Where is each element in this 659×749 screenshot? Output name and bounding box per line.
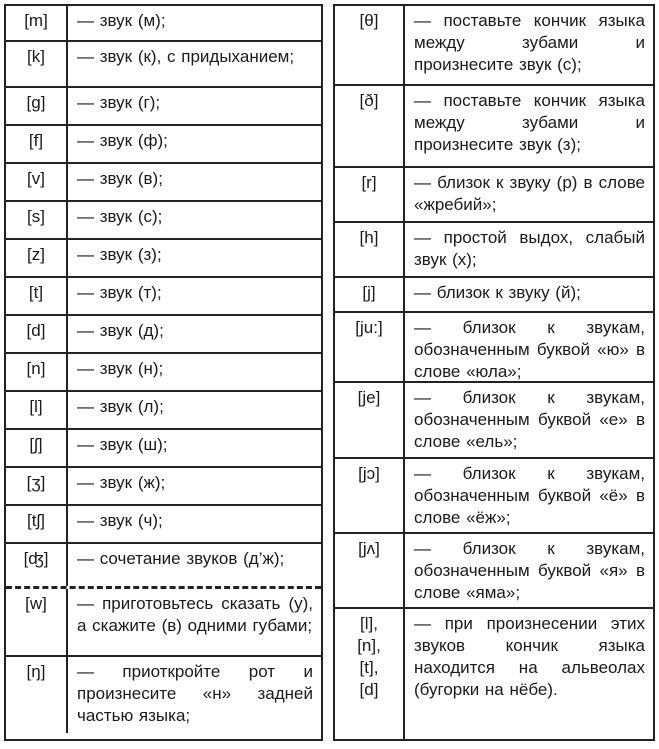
phoneme-symbol: [k] [6,42,68,86]
phoneme-row [6,6,321,42]
phoneme-description: — простой выдох, слабый звук (х); [414,228,645,269]
phoneme-symbol: [tʃ] [6,506,68,542]
phoneme-row [6,589,321,657]
phoneme-description: — звук (г); [77,93,161,112]
phoneme-description: — звук (в); [77,169,163,188]
phoneme-description: — при произнесении этих звуков кончик языка находится на альвеолах (бугорки на нёбе). [414,614,645,699]
phoneme-description: — поставьте кончик языка между зубами и произнесите звук (с); [414,11,645,74]
left-column-table [4,4,323,741]
phoneme-description: — сочетание звуков (д’ж); [77,549,285,568]
phoneme-symbol: [ŋ] [6,657,68,733]
phoneme-symbol: [n] [6,354,68,390]
phoneme-description: — звук (ж); [77,473,166,492]
phoneme-description: — приоткройте рот и произнесите «н» задней частью языка; [77,662,313,725]
phoneme-row [335,6,653,86]
phoneme-symbol: [je] [335,383,405,457]
phoneme-symbol: [ʃ] [6,430,68,466]
phoneme-description: — близок к звуку (р) в слове «жребий»; [414,173,645,214]
phoneme-row [335,534,653,609]
phoneme-symbol: [ð] [335,86,405,166]
phoneme-row [335,459,653,534]
phoneme-row [335,168,653,223]
phoneme-symbol: [ʒ] [6,468,68,504]
phoneme-symbol: [jʌ] [335,534,405,607]
phoneme-row [6,126,321,164]
phoneme-row [6,278,321,316]
phoneme-symbol: [m] [6,6,68,40]
phoneme-row [335,383,653,459]
phoneme-description: — звук (ш); [77,435,168,454]
phoneme-row [6,354,321,392]
phoneme-symbol: [jɔ] [335,459,405,532]
phoneme-description: — поставьте кончик языка между зубами и произнесите звук (з); [414,91,645,154]
phoneme-row [335,313,653,383]
phoneme-row [6,88,321,126]
phoneme-symbol: [f] [6,126,68,162]
phoneme-row [335,223,653,278]
phoneme-row [335,278,653,313]
phoneme-symbol: [θ] [335,6,405,84]
phoneme-description: — близок к звукам, обозначенным буквой «я» в слове «яма»; [414,539,645,602]
phoneme-description: — близок к звукам, обозначенным буквой «ё» в слове «ёж»; [414,464,645,527]
phoneme-symbol: [t] [6,278,68,314]
phoneme-row [6,164,321,202]
phoneme-symbol: [h] [335,223,405,276]
phoneme-row [6,657,321,733]
phoneme-symbol: [d] [6,316,68,352]
phoneme-description: — приготовьтесь сказать (у), а скажите (в) одними губами; [77,594,313,635]
phoneme-symbol: [w] [6,589,68,655]
phoneme-description: — звук (с); [77,207,163,226]
phoneme-row [6,506,321,544]
phoneme-symbol: [j] [335,278,405,311]
phoneme-symbol: [v] [6,164,68,200]
phoneme-description: — звук (ч); [77,511,163,530]
phoneme-symbol: [l] [6,392,68,428]
phoneme-description: — близок к звуку (й); [414,283,581,302]
phoneme-description: — звук (д); [77,321,164,340]
phoneme-row [6,316,321,354]
phoneme-description: — звук (т); [77,283,162,302]
phoneme-row [335,86,653,168]
phoneme-description: — звук (н); [77,359,164,378]
phoneme-symbol: [g] [6,88,68,124]
phoneme-row [6,202,321,240]
phoneme-description: — звук (к), с придыханием; [77,47,295,66]
phoneme-row [6,468,321,506]
phoneme-row [335,609,653,739]
phoneme-row [6,392,321,430]
phoneme-row [6,240,321,278]
phoneme-row [6,42,321,88]
phoneme-symbol: [ju:] [335,313,405,381]
phoneme-row [6,544,321,589]
phoneme-description: — звук (ф); [77,131,168,150]
right-column-table [333,4,655,741]
phoneme-symbol: [z] [6,240,68,276]
phoneme-symbol: [l], [n], [t], [d] [335,609,405,739]
phoneme-description: — звук (м); [77,11,166,30]
phoneme-description: — близок к звукам, обозначенным буквой «ю» в слове «юла»; [414,318,645,381]
phoneme-description: — близок к звукам, обозначенным буквой «е» в слове «ель»; [414,388,645,451]
phoneme-description: — звук (з); [77,245,162,264]
phoneme-description: — звук (л); [77,397,164,416]
phoneme-symbol: [ʤ] [6,544,68,586]
phoneme-row [6,430,321,468]
phoneme-symbol: [s] [6,202,68,238]
phoneme-symbol: [r] [335,168,405,221]
